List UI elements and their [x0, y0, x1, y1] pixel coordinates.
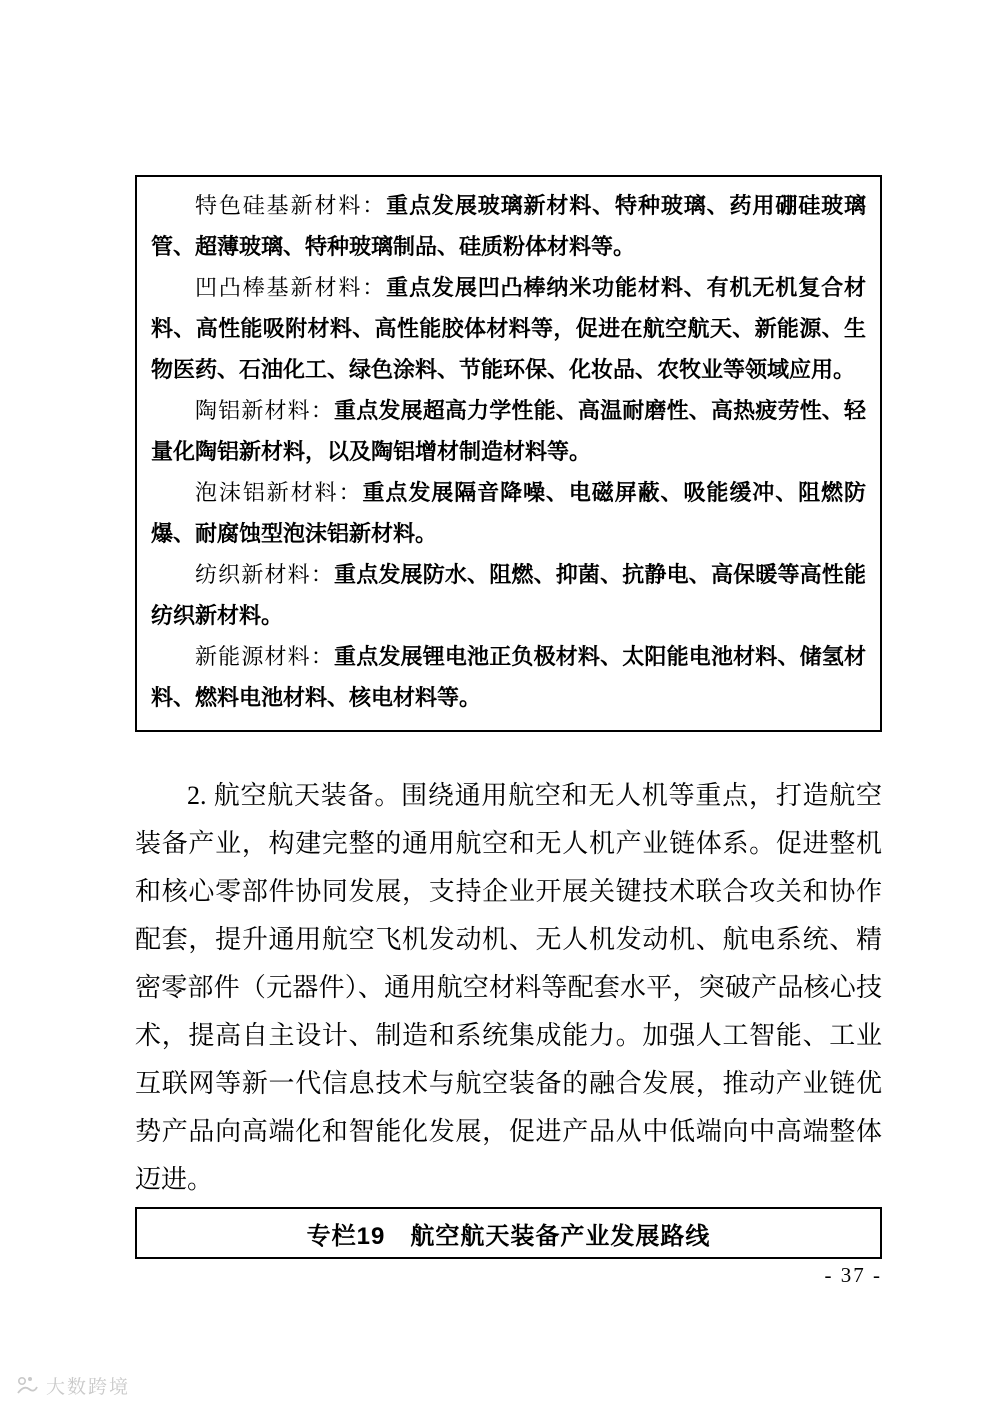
watermark	[14, 1372, 130, 1399]
column-19-title: 专栏19 航空航天装备产业发展路线	[306, 1222, 711, 1250]
materials-table-box	[135, 175, 882, 732]
material-label: 陶铝新材料：	[195, 398, 335, 423]
page-number: - 37 -	[824, 1263, 882, 1287]
material-text: 重点发展隔音降噪、电磁屏蔽、吸能缓冲、阻燃防爆、耐腐蚀型泡沫铝新材料。	[151, 480, 866, 546]
material-label: 凹凸棒基新材料：	[195, 275, 387, 300]
material-text: 重点发展超高力学性能、高温耐磨性、高热疲劳性、轻量化陶铝新材料，以及陶铝增材制造材料等。	[151, 398, 866, 464]
material-paragraph	[151, 554, 866, 636]
material-paragraph	[151, 636, 866, 718]
material-label: 新能源材料：	[195, 644, 335, 669]
body-paragraph-aerospace: 2. 航空航天装备。围绕通用航空和无人机等重点，打造航空装备产业，构建完整的通用航空和无人机产业链体系。促进整机和核心零部件协同发展，支持企业开展关键技术联合攻关和协作配套，提升通用航空飞机发动机、无人机发动机、航电系统、精密零部件（元器件）、通用航空材料等配套水平，突破产品核心技术，提高自主设计、制造和系统集成能力。加强人工智能、工业互联网等新一代信息技术与航空装备的融合发展，推动产业链优势产品向高端化和智能化发展，促进产品从中低端向中高端整体迈进。	[135, 781, 882, 1194]
watermark-logo-icon	[14, 1373, 40, 1399]
material-label: 纺织新材料：	[195, 562, 335, 587]
watermark-text: 大数跨境	[46, 1377, 131, 1398]
material-label: 泡沫铝新材料：	[195, 480, 363, 505]
material-paragraph	[151, 472, 866, 554]
column-19-header-box	[135, 1207, 882, 1259]
material-text: 重点发展凹凸棒纳米功能材料、有机无机复合材料、高性能吸附材料、高性能胶体材料等，促进在航空航天、新能源、生物医药、石油化工、绿色涂料、节能环保、化妆品、农牧业等领域应用。	[151, 275, 866, 382]
material-label: 特色硅基新材料：	[195, 193, 387, 218]
material-paragraph	[151, 390, 866, 472]
material-text: 重点发展锂电池正负极材料、太阳能电池材料、储氢材料、燃料电池材料、核电材料等。	[151, 644, 866, 710]
material-paragraph	[151, 185, 866, 267]
material-text: 重点发展防水、阻燃、抑菌、抗静电、高保暖等高性能纺织新材料。	[151, 562, 866, 628]
material-text: 重点发展玻璃新材料、特种玻璃、药用硼硅玻璃管、超薄玻璃、特种玻璃制品、硅质粉体材料等。	[151, 193, 866, 259]
material-paragraph	[151, 267, 866, 390]
